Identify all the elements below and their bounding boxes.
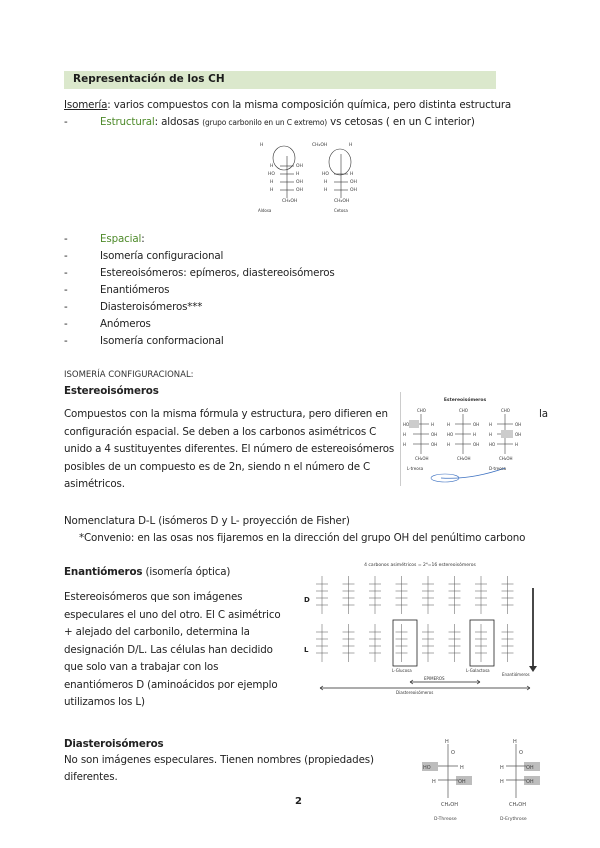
fig3-enantiomers: Enantiómeros — [502, 672, 530, 677]
svg-text:HO: HO — [322, 172, 329, 177]
fig2-title: Estereoisómeros — [443, 398, 487, 403]
svg-text:CH₂OH: CH₂OH — [441, 802, 458, 808]
paragraph-line: Estereoisómeros que son imágenes — [64, 591, 243, 603]
section-title: Representación de los CH — [73, 73, 225, 85]
paragraph-line: posibles de un compuesto es de 2n, siendo n el número de C — [64, 460, 371, 473]
config-heading: ISOMERÍA CONFIGURACIONAL: — [64, 370, 194, 380]
svg-text:CH₂OH: CH₂OH — [415, 456, 429, 461]
structural-paren1: (grupo carbonilo en un C extremo) — [202, 118, 328, 127]
svg-text:OH: OH — [515, 432, 522, 437]
svg-text:H: H — [403, 432, 407, 437]
spatial-colon: : — [141, 233, 145, 245]
enantiomers-subtitle: (isomería óptica) — [142, 566, 231, 578]
spatial-title-line — [100, 231, 145, 248]
paragraph-line: No son imágenes especulares. Tienen nombres (propiedades) — [64, 754, 374, 766]
svg-text:H: H — [445, 739, 449, 745]
svg-text:CHO: CHO — [501, 408, 510, 413]
paragraph-line: unido a 4 sustituyentes diferentes. El número de estereoisómeros — [64, 443, 395, 455]
fig3-row-l: L — [304, 646, 309, 654]
svg-text:CHO: CHO — [417, 408, 426, 413]
stereo-paragraph — [64, 406, 395, 494]
nomenclature-line: Nomenclatura D-L (isómeros D y L- proyección de Fisher) — [64, 515, 350, 527]
svg-text:H: H — [500, 765, 504, 771]
paragraph-line: diferentes. — [64, 771, 118, 783]
svg-text:HO: HO — [403, 422, 410, 427]
svg-text:H: H — [403, 442, 407, 447]
svg-text:H: H — [349, 143, 353, 148]
svg-text:HO: HO — [268, 172, 275, 177]
svg-text:H: H — [473, 432, 477, 437]
paragraph-line: que solo van a trabajar con los — [64, 661, 219, 673]
svg-text:CH₂OH: CH₂OH — [499, 456, 513, 461]
dash: - — [64, 116, 68, 128]
stereoisomers-diagram — [401, 392, 529, 486]
svg-text:CH₂OH: CH₂OH — [282, 199, 298, 204]
list-item: Anómeros — [100, 318, 151, 330]
paragraph-line: asimétricos. — [64, 478, 125, 490]
fig3-l-glucose: L-Glucosa — [392, 668, 412, 673]
paragraph-line: utilizamos los L) — [64, 696, 145, 708]
svg-text:OH: OH — [526, 779, 534, 785]
fig2-caption: D-treosa — [489, 466, 507, 471]
paragraph-line: Compuestos con la misma fórmula y estructura, pero difieren en — [64, 408, 388, 420]
isomeria-text: : varios compuestos con la misma composición química, pero distinta estructura — [107, 99, 512, 111]
figure-stereoisomers — [400, 392, 529, 486]
stereo-title: Estereoisómeros — [64, 385, 159, 397]
paragraph-line: especulares el uno del otro. El C asimétrico — [64, 608, 281, 621]
svg-text:OH: OH — [350, 188, 357, 193]
svg-text:H: H — [500, 779, 504, 785]
convention-note: *Convenio: en las osas nos fijaremos en la dirección del grupo OH del penúltimo carbono — [79, 532, 526, 544]
svg-text:H: H — [489, 432, 493, 437]
svg-text:OH: OH — [296, 164, 303, 169]
diastereo-title: Diasteroisómeros — [64, 738, 164, 750]
dash: - — [64, 301, 68, 313]
structural-mid: vs cetosas — [327, 116, 386, 128]
svg-text:OH: OH — [473, 422, 480, 427]
structural-paren2: ( en un C interior) — [385, 116, 475, 128]
threose-erythrose-diagram — [420, 736, 548, 840]
structural-colon: : aldosas — [154, 116, 203, 128]
figure-aldose-ketose — [254, 136, 360, 220]
list-item: Isomería conformacional — [100, 335, 224, 347]
svg-text:OH: OH — [515, 422, 522, 427]
l-galactose-box — [470, 620, 494, 666]
svg-text:H: H — [515, 442, 519, 447]
list-item: Isomería configuracional — [100, 250, 224, 262]
list-item: Enantiómeros — [100, 284, 170, 296]
svg-text:HO: HO — [423, 765, 431, 771]
paragraph-line: designación D/L. Las células han decidido — [64, 643, 273, 656]
svg-text:H: H — [296, 172, 300, 177]
svg-text:OH: OH — [296, 188, 303, 193]
svg-text:CH₂OH: CH₂OH — [334, 199, 350, 204]
fig3-epimers: EPIMEROS — [424, 676, 445, 681]
dash: - — [64, 335, 68, 347]
svg-text:H: H — [270, 180, 274, 185]
fig1-caption-left: Aldosa — [258, 208, 272, 213]
svg-text:H: H — [350, 172, 354, 177]
svg-text:H: H — [324, 180, 328, 185]
fig4-label: D-Threose — [434, 817, 457, 822]
trailing-word: la — [539, 408, 548, 420]
svg-text:CH₂OH: CH₂OH — [457, 456, 471, 461]
dash: - — [64, 250, 68, 262]
svg-text:H: H — [260, 143, 264, 148]
svg-text:OH: OH — [526, 765, 534, 771]
dash: - — [64, 284, 68, 296]
enantiomers-title: Enantiómeros — [64, 566, 143, 578]
l-glucose-box — [393, 620, 417, 666]
page-number: 2 — [295, 796, 302, 807]
svg-text:H: H — [270, 188, 274, 193]
svg-text:HO: HO — [447, 432, 454, 437]
isomeria-term: Isomería — [64, 99, 108, 111]
svg-text:CH₂OH: CH₂OH — [312, 143, 328, 148]
svg-text:OH: OH — [431, 432, 438, 437]
svg-text:CH₂OH: CH₂OH — [509, 802, 526, 808]
fig4-label: D-Erythrose — [500, 817, 527, 822]
svg-text:H: H — [489, 422, 493, 427]
svg-text:OH: OH — [350, 180, 357, 185]
structural-line — [64, 114, 68, 131]
paragraph-line: enantiómeros D (aminoácidos por ejemplo — [64, 678, 278, 691]
svg-text:H: H — [513, 739, 517, 745]
structural-text — [100, 114, 475, 131]
svg-text:OH: OH — [473, 442, 480, 447]
enantiomers-paragraph — [64, 589, 284, 712]
fig2-caption: L-treosa — [407, 466, 424, 471]
fig3-diastereomers: Diastereoisómeros — [396, 690, 434, 695]
fig3-header: 4 carbonos asimétricos = 2⁴=16 estereoisómeros — [364, 563, 476, 568]
dash: - — [64, 318, 68, 330]
spatial-title: Espacial — [100, 233, 142, 245]
svg-text:HO: HO — [489, 442, 496, 447]
svg-text:H: H — [270, 164, 274, 169]
svg-text:H: H — [431, 422, 435, 427]
structural-label: Estructural — [100, 116, 155, 128]
figure-hexose-stereoisomers — [300, 558, 546, 698]
svg-text:OH: OH — [458, 779, 466, 785]
svg-text:OH: OH — [296, 180, 303, 185]
svg-text:H: H — [447, 422, 451, 427]
svg-text:O: O — [451, 750, 455, 756]
paragraph-line: configuración espacial. Se deben a los carbonos asimétricos C — [64, 425, 377, 438]
svg-text:H: H — [324, 188, 328, 193]
list-item: Estereoisómeros: epímeros, diastereoisómeros — [100, 267, 335, 279]
svg-text:H: H — [447, 442, 451, 447]
hexose-stereoisomers-diagram — [300, 558, 546, 698]
aldose-ketose-diagram — [254, 136, 360, 220]
svg-text:CHO: CHO — [459, 408, 468, 413]
svg-text:H: H — [460, 765, 464, 771]
svg-text:H: H — [432, 779, 436, 785]
svg-text:O: O — [519, 750, 523, 756]
dash: - — [64, 233, 68, 245]
enantiomers-heading — [64, 564, 230, 581]
fig3-row-d: D — [304, 596, 310, 604]
paragraph-line: + alejado del carbonilo, determina la — [64, 626, 250, 638]
fig3-l-galactose: L-Galactosa — [466, 668, 490, 673]
isomeria-definition — [64, 97, 511, 114]
dash: - — [64, 267, 68, 279]
list-item: Diasteroisómeros*** — [100, 301, 203, 313]
figure-threose-erythrose — [420, 736, 548, 840]
section-header-bar — [64, 71, 496, 89]
fig1-caption-right: Cetosa — [334, 208, 348, 213]
svg-text:OH: OH — [431, 442, 438, 447]
